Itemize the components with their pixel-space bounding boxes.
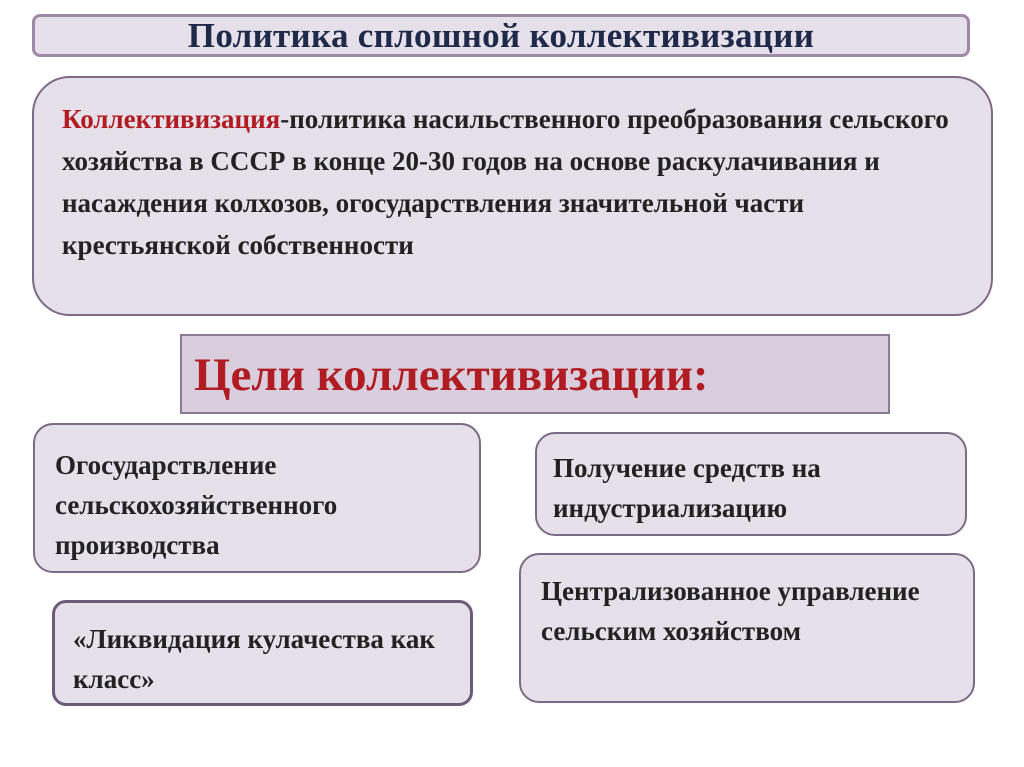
goal-text: Огосударствление сельскохозяйственного производства (55, 450, 338, 560)
definition-body: -политика насильственного преобразования сельского хозяйства в СССР в конце 20-30 годов на основе раскулачивания и насаждения колхозов, огосударствления значительной части крестьянской собственности (62, 104, 949, 260)
definition-term: Коллективизация (62, 104, 281, 134)
goals-heading: Цели коллективизации: (194, 349, 709, 401)
goal-text: Получение средств на индустриализацию (553, 453, 821, 523)
goal-box-kulak-liquidation (52, 600, 473, 706)
definition-text (62, 98, 962, 266)
definition-box (32, 76, 993, 316)
goal-box-centralized-management (519, 553, 975, 703)
goal-text: Централизованное управление сельским хозяйством (541, 576, 920, 646)
goal-box-industrialization-funds (535, 432, 967, 536)
slide-title: Политика сплошной коллективизации (187, 15, 815, 55)
goals-heading-box (180, 334, 890, 414)
slide-title-bar (32, 14, 970, 57)
goal-box-nationalization (33, 423, 481, 573)
goal-text: «Ликвидация кулачества как класс» (73, 624, 435, 694)
